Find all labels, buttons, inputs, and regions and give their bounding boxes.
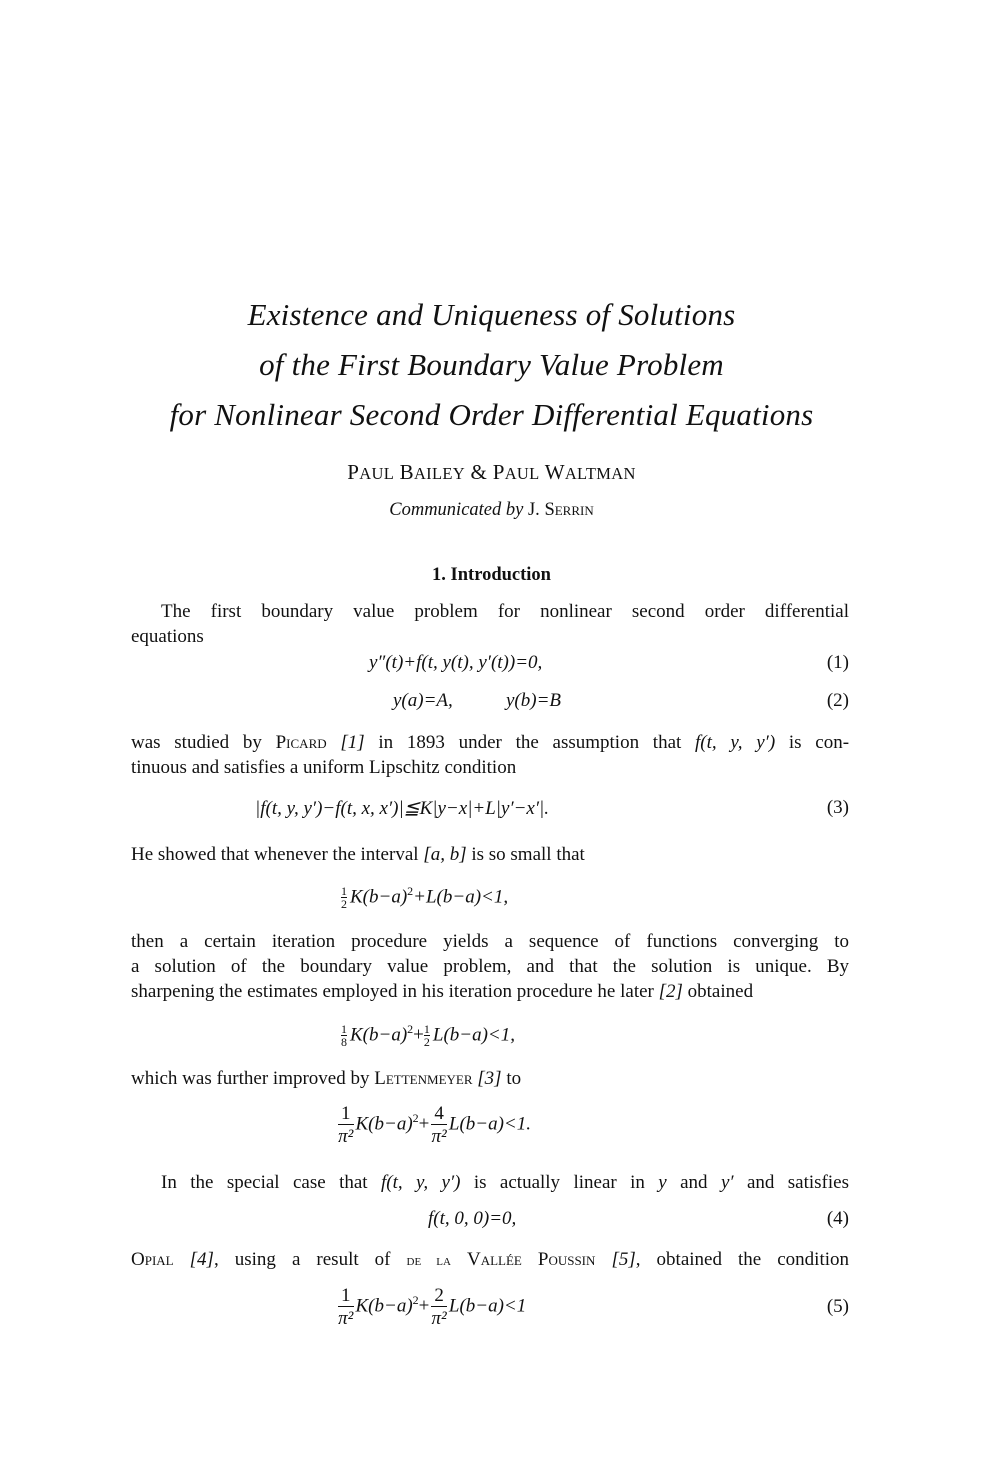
equation-4: f(t, 0, 0)=0, (4) <box>428 1208 849 1229</box>
paragraph-3: He showed that whenever the interval [a, b] is so small that <box>131 844 585 865</box>
paragraph-1: The first boundary value problem for nonlinear second order differential equations <box>131 601 849 647</box>
paragraph-2: was studied by Picard [1] in 1893 under the assumption that f(t, y, y′) is con- tinuous and satisfies a uniform Lipschitz condition <box>131 732 850 778</box>
equation-5: $\frac{1}{\text{π²}}$ $K(b-a)^2+$ $\frac{2}{\text{π²}}$ L(b−a)<1 (5) <box>338 1285 849 1329</box>
paragraph-5: which was further improved by Lettenmeyer [3] to <box>131 1068 522 1089</box>
paragraph-6: In the special case that f(t, y, y′) is actually linear in y and y′ and satisfies <box>161 1172 849 1193</box>
inequality-1: $\frac{1}{2}$ $K(b-a)^2+L(b-a)<1$, <box>341 884 509 912</box>
equation-1: y″(t)+f(t, y(t), y′(t))=0, (1) <box>369 652 849 673</box>
equation-2: y(a)=A, y(b)=B (2) <box>393 690 849 711</box>
paragraph-7: Opial [4], using a result of de la Vallée Poussin [5], obtained the condition <box>131 1249 850 1270</box>
title-line-1: Existence and Uniqueness of Solutions <box>247 297 736 332</box>
communicated-by: Communicated by J. Serrin <box>389 500 594 520</box>
inequality-2: $\frac{1}{8}$ $K(b-a)^2+$ $\frac{1}{2}$ L(b−a)<1, <box>341 1022 515 1050</box>
author-ampersand: & <box>470 460 488 484</box>
equation-3: |f(t, y, y′)−f(t, x, x′)|≦K|y−x|+L|y′−x′|. (3) <box>255 797 849 819</box>
section-heading: 1. Introduction <box>432 565 551 585</box>
paragraph-4: then a certain iteration procedure yields a sequence of functions converging to a solution of the boundary value problem, and that the solution is unique. By sharpening the estimates employed in his iteration procedure he later [2] obtained <box>131 931 849 1002</box>
inequality-3: $\frac{1}{\text{π²}}$ $K(b-a)^2+$ $\frac{4}{\text{π²}}$ L(b−a)<1. <box>338 1103 531 1147</box>
title-line-3: for Nonlinear Second Order Differential Equations <box>169 397 814 432</box>
title-line-2: of the First Boundary Value Problem <box>259 347 724 382</box>
authors: PAUL BAILEY & PAUL WALTMAN <box>347 460 636 484</box>
